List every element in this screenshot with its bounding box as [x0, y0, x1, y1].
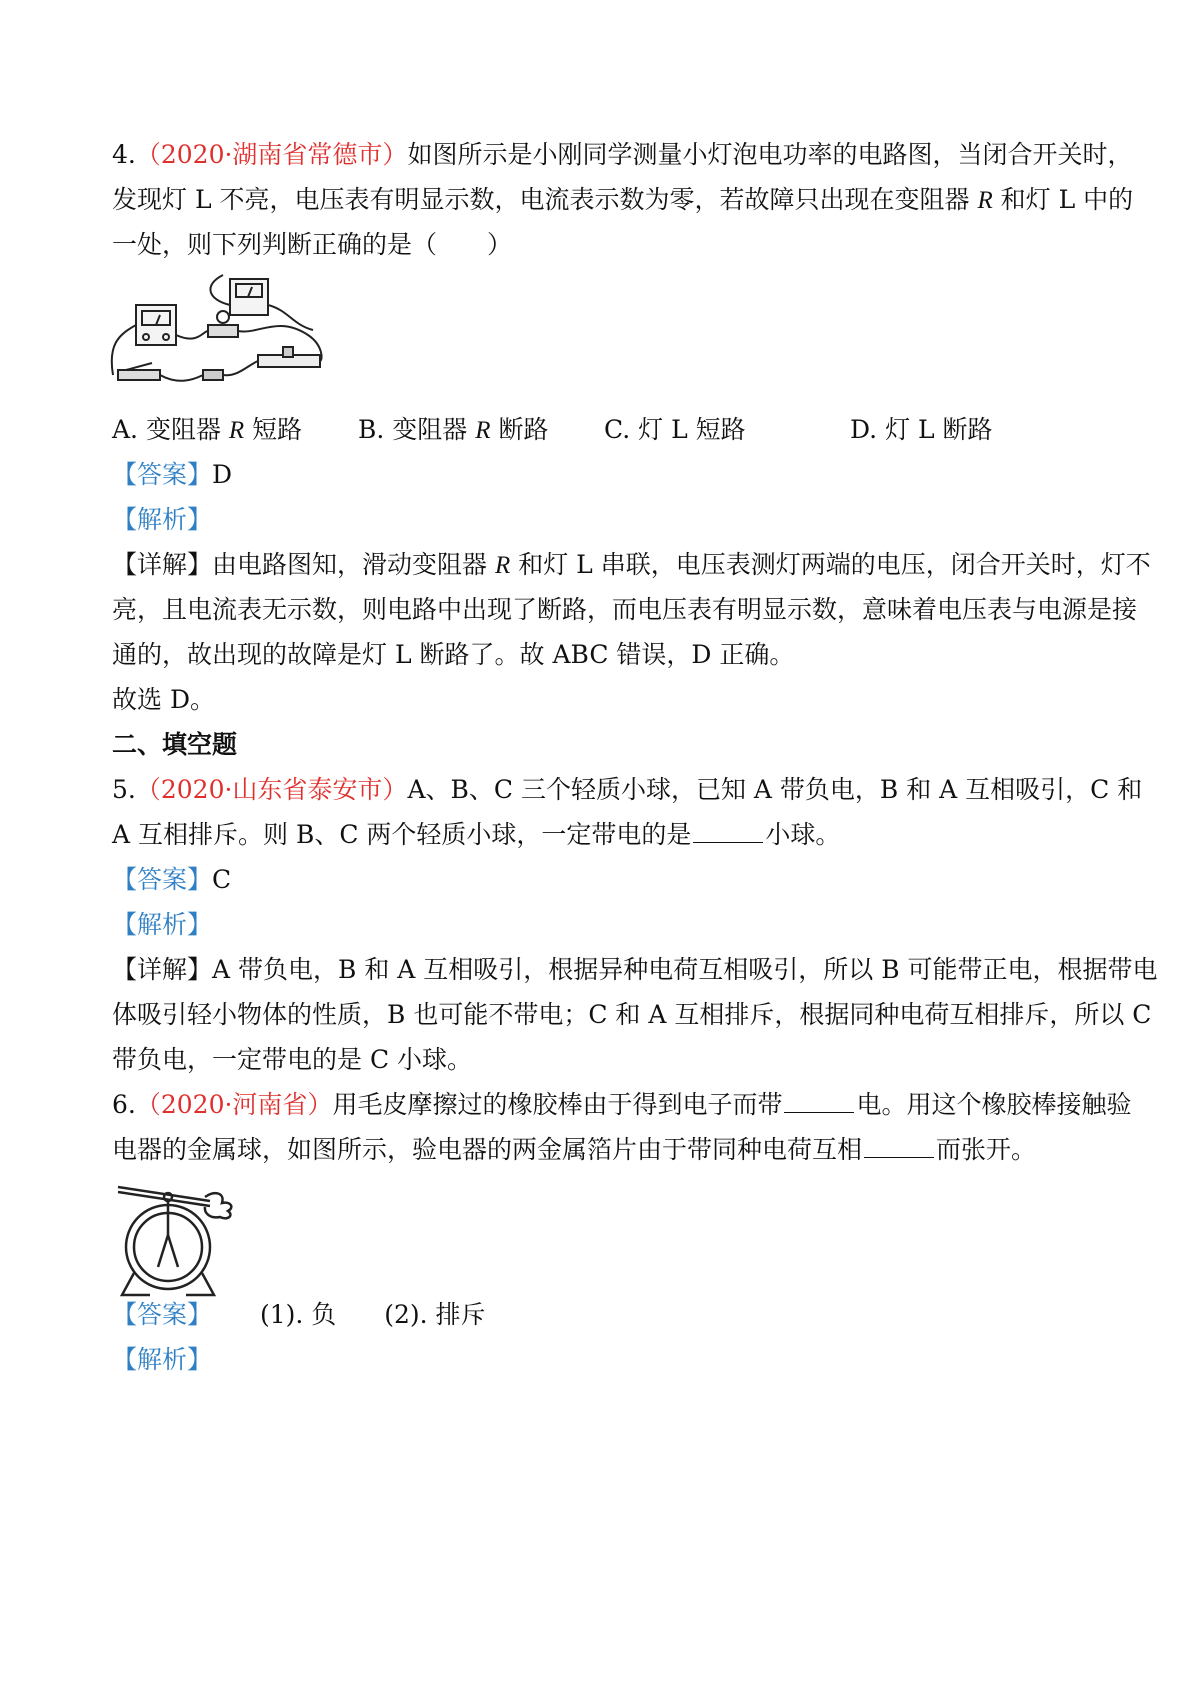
q4-line1: 4.（2020·湖南省常德市）如图所示是小刚同学测量小灯泡电功率的电路图，当闭合开关时，	[112, 140, 1133, 169]
q6-line1: 6.（2020·河南省）用毛皮摩擦过的橡胶棒由于得到电子而带 电。用这个橡胶棒接触验	[112, 1085, 1131, 1125]
section-heading: 二、填空题	[112, 730, 238, 759]
q4-source: （2020·湖南省常德市）	[135, 140, 408, 169]
q4-detail-line1: 【详解】由电路图知，滑动变阻器 R 和灯 L 串联，电压表测灯两端的电压，闭合开关时，灯不	[112, 550, 1151, 579]
q4-line2: 发现灯 L 不亮，电压表有明显示数，电流表示数为零，若故障只出现在变阻器 R 和灯 L 中的	[112, 185, 1134, 214]
q6-answer: 【答案】 (1). 负 (2). 排斥	[112, 1300, 486, 1329]
q5-line1: 5.（2020·山东省泰安市）A、B、C 三个轻质小球，已知 A 带负电，B 和 A 互相吸引，C 和	[112, 775, 1143, 804]
q6-line2: 电器的金属球，如图所示，验电器的两金属箔片由于带同种电荷互相 而张开。	[112, 1130, 1036, 1170]
q4-option-d: D. 灯 L 断路	[850, 415, 993, 444]
q5-detail-line2: 体吸引轻小物体的性质，B 也可能不带电；C 和 A 互相排斥，根据同种电荷互相排斥，所以 C	[112, 1000, 1152, 1029]
q4-analysis-tag: 【解析】	[112, 505, 213, 534]
q4-option-b: B. 变阻器 R 断路	[358, 415, 549, 444]
q4-options	[0, 410, 1200, 450]
q6-blank-1	[784, 1086, 854, 1113]
q5-analysis-tag: 【解析】	[112, 910, 213, 939]
q4-detail-line4: 故选 D。	[112, 685, 215, 714]
q5-source: （2020·山东省泰安市）	[135, 775, 408, 804]
q4-line3: 一处，则下列判断正确的是（ ）	[112, 230, 513, 259]
q5-detail-line1: 【详解】A 带负电，B 和 A 互相吸引，根据异种电荷互相吸引，所以 B 可能带正电，根据带电	[112, 955, 1158, 984]
q6-analysis-tag: 【解析】	[112, 1345, 213, 1374]
q4-detail-line3: 通的，故出现的故障是灯 L 断路了。故 ABC 错误，D 正确。	[112, 640, 795, 669]
q4-detail-line2: 亮，且电流表无示数，则电路中出现了断路，而电压表有明显示数，意味着电压表与电源是接	[112, 595, 1138, 624]
q5-blank	[693, 816, 763, 843]
circuit-diagram-figure	[108, 265, 353, 405]
q4-answer: 【答案】D	[112, 460, 233, 489]
q5-number: 5.	[112, 775, 136, 804]
q6-number: 6.	[112, 1090, 136, 1119]
q5-answer: 【答案】C	[112, 865, 232, 894]
q6-source: （2020·河南省）	[135, 1090, 333, 1119]
q4-number: 4.	[112, 140, 136, 169]
q4-option-a: A. 变阻器 R 短路	[112, 415, 303, 444]
q5-detail-line3: 带负电，一定带电的是 C 小球。	[112, 1045, 473, 1074]
electroscope-figure	[110, 1175, 260, 1300]
q4-option-c: C. 灯 L 短路	[604, 415, 746, 444]
q6-blank-2	[864, 1131, 934, 1158]
q5-line2: A 互相排斥。则 B、C 两个轻质小球，一定带电的是 小球。	[112, 815, 840, 855]
